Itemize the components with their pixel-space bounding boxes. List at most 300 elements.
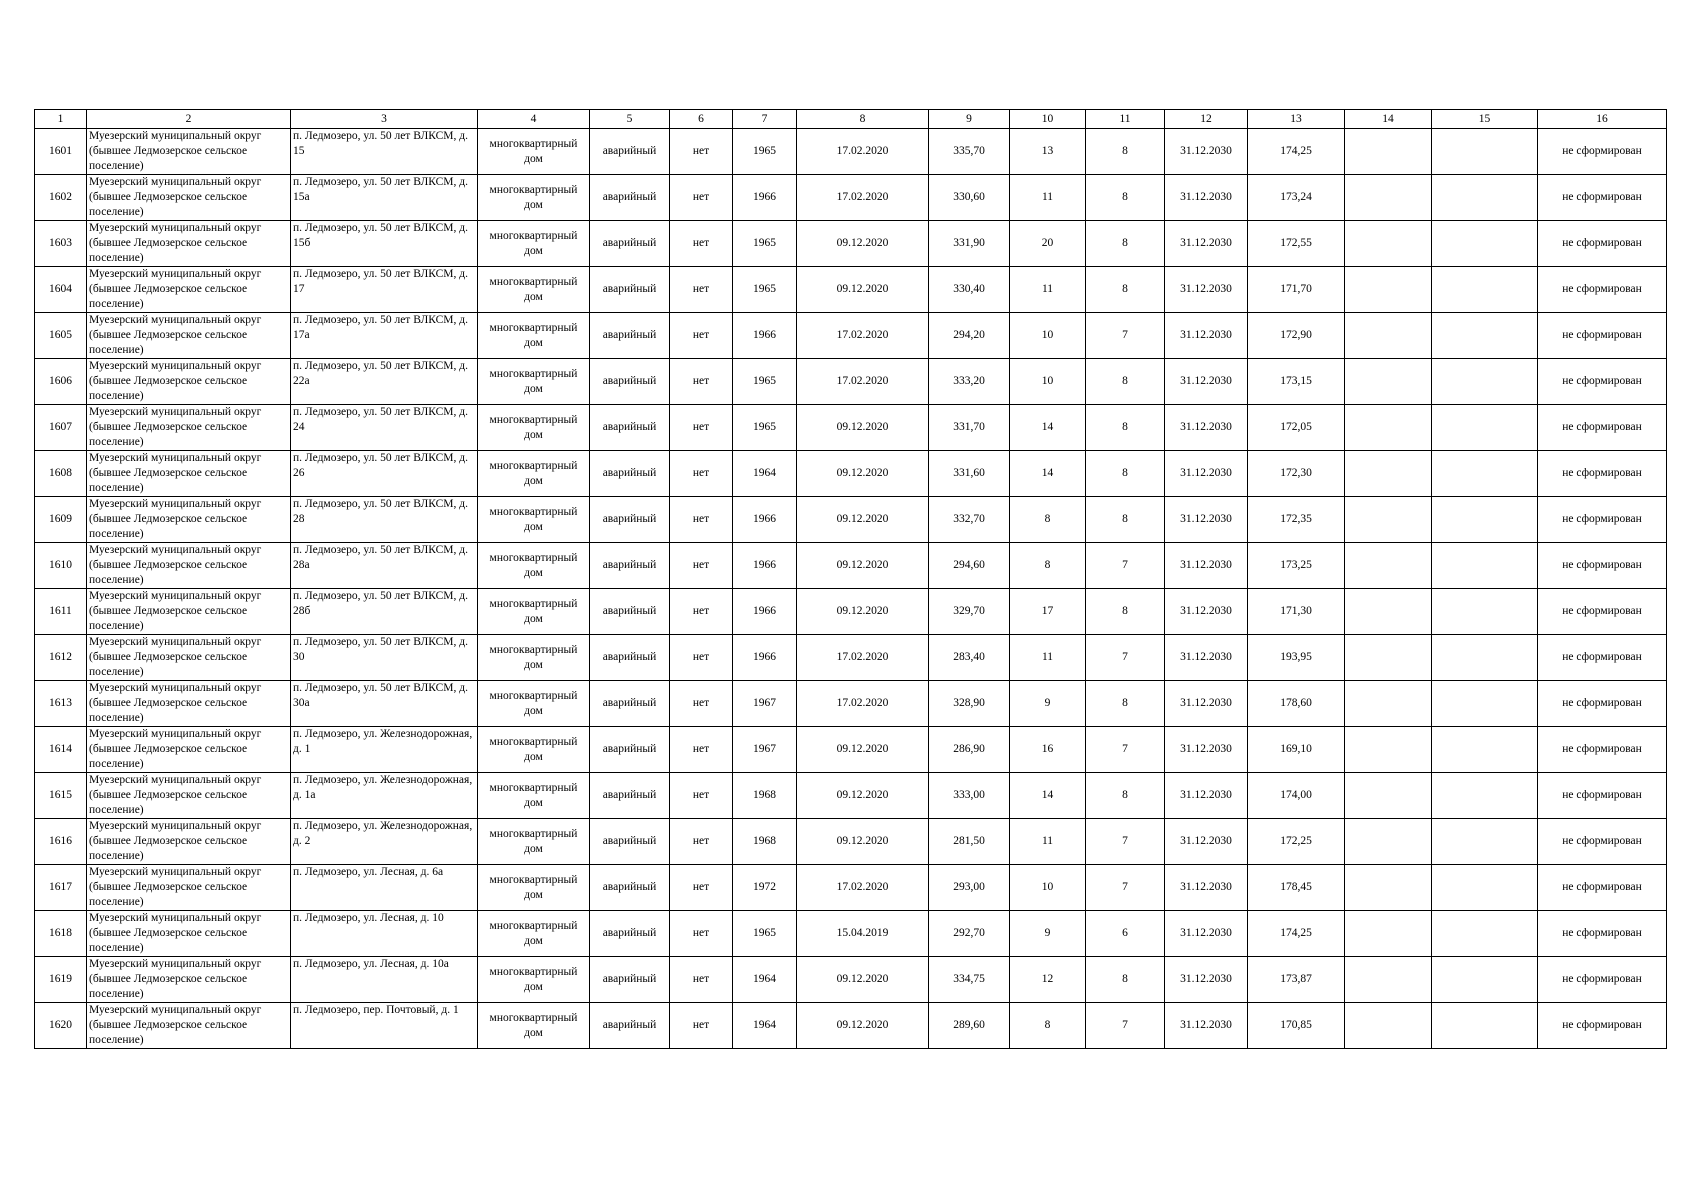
address-cell: п. Ледмозеро, ул. Железнодорожная, д. 1а (291, 773, 478, 819)
apartments-count-cell: 8 (1086, 175, 1165, 221)
construction-year-cell: 1965 (733, 359, 797, 405)
condition-cell: аварийный (590, 1003, 670, 1049)
reserved-flag-cell: нет (670, 957, 733, 1003)
reserved-flag-cell: нет (670, 313, 733, 359)
construction-year-cell: 1966 (733, 589, 797, 635)
residents-count-cell: 14 (1010, 405, 1086, 451)
total-area-cell: 289,60 (929, 1003, 1010, 1049)
total-area-cell: 292,70 (929, 911, 1010, 957)
total-area-cell: 294,20 (929, 313, 1010, 359)
table-row (35, 589, 1667, 635)
residents-count-cell: 12 (1010, 957, 1086, 1003)
column-14-cell (1345, 313, 1432, 359)
address-cell: п. Ледмозеро, ул. 50 лет ВЛКСМ, д. 15 (291, 129, 478, 175)
table-row (35, 727, 1667, 773)
residents-count-cell: 14 (1010, 773, 1086, 819)
municipality-cell: Муезерский муниципальный округ (бывшее Ледмозерское сельское поселение) (87, 957, 291, 1003)
column-15-cell (1432, 911, 1538, 957)
area-value-cell: 172,25 (1248, 819, 1345, 865)
reserved-flag-cell: нет (670, 911, 733, 957)
resettlement-deadline-cell: 31.12.2030 (1165, 497, 1248, 543)
construction-year-cell: 1966 (733, 543, 797, 589)
area-value-cell: 169,10 (1248, 727, 1345, 773)
condition-cell: аварийный (590, 313, 670, 359)
status-cell: не сформирован (1538, 497, 1667, 543)
recognition-date-cell: 09.12.2020 (797, 405, 929, 451)
condition-cell: аварийный (590, 635, 670, 681)
column-15-cell (1432, 405, 1538, 451)
resettlement-deadline-cell: 31.12.2030 (1165, 313, 1248, 359)
table-row (35, 129, 1667, 175)
apartments-count-cell: 8 (1086, 497, 1165, 543)
status-cell: не сформирован (1538, 405, 1667, 451)
condition-cell: аварийный (590, 175, 670, 221)
reserved-flag-cell: нет (670, 359, 733, 405)
address-cell: п. Ледмозеро, ул. Железнодорожная, д. 1 (291, 727, 478, 773)
total-area-cell: 331,90 (929, 221, 1010, 267)
status-cell: не сформирован (1538, 819, 1667, 865)
resettlement-deadline-cell: 31.12.2030 (1165, 543, 1248, 589)
status-cell: не сформирован (1538, 957, 1667, 1003)
column-header-10: 10 (1010, 110, 1086, 129)
column-15-cell (1432, 313, 1538, 359)
column-14-cell (1345, 681, 1432, 727)
row-number-cell: 1606 (35, 359, 87, 405)
apartments-count-cell: 7 (1086, 819, 1165, 865)
construction-year-cell: 1965 (733, 267, 797, 313)
condition-cell: аварийный (590, 129, 670, 175)
apartments-count-cell: 6 (1086, 911, 1165, 957)
area-value-cell: 174,00 (1248, 773, 1345, 819)
total-area-cell: 333,20 (929, 359, 1010, 405)
building-type-cell: многоквартирный дом (478, 819, 590, 865)
reserved-flag-cell: нет (670, 727, 733, 773)
status-cell: не сформирован (1538, 589, 1667, 635)
area-value-cell: 172,35 (1248, 497, 1345, 543)
table-row (35, 865, 1667, 911)
column-header-5: 5 (590, 110, 670, 129)
column-15-cell (1432, 267, 1538, 313)
recognition-date-cell: 09.12.2020 (797, 1003, 929, 1049)
apartments-count-cell: 7 (1086, 543, 1165, 589)
recognition-date-cell: 15.04.2019 (797, 911, 929, 957)
residents-count-cell: 16 (1010, 727, 1086, 773)
status-cell: не сформирован (1538, 727, 1667, 773)
total-area-cell: 294,60 (929, 543, 1010, 589)
column-15-cell (1432, 773, 1538, 819)
condition-cell: аварийный (590, 865, 670, 911)
condition-cell: аварийный (590, 589, 670, 635)
construction-year-cell: 1965 (733, 911, 797, 957)
recognition-date-cell: 17.02.2020 (797, 359, 929, 405)
residents-count-cell: 9 (1010, 681, 1086, 727)
column-15-cell (1432, 129, 1538, 175)
construction-year-cell: 1966 (733, 313, 797, 359)
column-header-4: 4 (478, 110, 590, 129)
column-15-cell (1432, 221, 1538, 267)
address-cell: п. Ледмозеро, ул. 50 лет ВЛКСМ, д. 26 (291, 451, 478, 497)
status-cell: не сформирован (1538, 221, 1667, 267)
construction-year-cell: 1964 (733, 451, 797, 497)
area-value-cell: 173,15 (1248, 359, 1345, 405)
total-area-cell: 333,00 (929, 773, 1010, 819)
building-type-cell: многоквартирный дом (478, 1003, 590, 1049)
building-type-cell: многоквартирный дом (478, 267, 590, 313)
column-14-cell (1345, 451, 1432, 497)
building-type-cell: многоквартирный дом (478, 175, 590, 221)
column-15-cell (1432, 543, 1538, 589)
building-type-cell: многоквартирный дом (478, 957, 590, 1003)
status-cell: не сформирован (1538, 313, 1667, 359)
condition-cell: аварийный (590, 819, 670, 865)
table-row (35, 405, 1667, 451)
municipality-cell: Муезерский муниципальный округ (бывшее Ледмозерское сельское поселение) (87, 727, 291, 773)
column-15-cell (1432, 1003, 1538, 1049)
column-14-cell (1345, 175, 1432, 221)
status-cell: не сформирован (1538, 773, 1667, 819)
column-14-cell (1345, 727, 1432, 773)
building-type-cell: многоквартирный дом (478, 681, 590, 727)
residents-count-cell: 11 (1010, 819, 1086, 865)
table-row (35, 819, 1667, 865)
row-number-cell: 1618 (35, 911, 87, 957)
residents-count-cell: 11 (1010, 175, 1086, 221)
column-14-cell (1345, 957, 1432, 1003)
resettlement-deadline-cell: 31.12.2030 (1165, 773, 1248, 819)
apartments-count-cell: 7 (1086, 1003, 1165, 1049)
address-cell: п. Ледмозеро, ул. 50 лет ВЛКСМ, д. 15а (291, 175, 478, 221)
construction-year-cell: 1967 (733, 681, 797, 727)
apartments-count-cell: 7 (1086, 635, 1165, 681)
row-number-cell: 1602 (35, 175, 87, 221)
building-type-cell: многоквартирный дом (478, 543, 590, 589)
column-header-2: 2 (87, 110, 291, 129)
column-15-cell (1432, 819, 1538, 865)
construction-year-cell: 1966 (733, 635, 797, 681)
resettlement-deadline-cell: 31.12.2030 (1165, 451, 1248, 497)
address-cell: п. Ледмозеро, ул. 50 лет ВЛКСМ, д. 28 (291, 497, 478, 543)
residents-count-cell: 20 (1010, 221, 1086, 267)
building-type-cell: многоквартирный дом (478, 313, 590, 359)
address-cell: п. Ледмозеро, ул. 50 лет ВЛКСМ, д. 28б (291, 589, 478, 635)
recognition-date-cell: 17.02.2020 (797, 635, 929, 681)
status-cell: не сформирован (1538, 267, 1667, 313)
column-15-cell (1432, 359, 1538, 405)
construction-year-cell: 1966 (733, 497, 797, 543)
recognition-date-cell: 17.02.2020 (797, 681, 929, 727)
column-header-9: 9 (929, 110, 1010, 129)
status-cell: не сформирован (1538, 635, 1667, 681)
total-area-cell: 283,40 (929, 635, 1010, 681)
column-header-7: 7 (733, 110, 797, 129)
table-row (35, 635, 1667, 681)
total-area-cell: 293,00 (929, 865, 1010, 911)
address-cell: п. Ледмозеро, ул. Лесная, д. 10 (291, 911, 478, 957)
reserved-flag-cell: нет (670, 543, 733, 589)
row-number-cell: 1614 (35, 727, 87, 773)
municipality-cell: Муезерский муниципальный округ (бывшее Ледмозерское сельское поселение) (87, 175, 291, 221)
resettlement-deadline-cell: 31.12.2030 (1165, 359, 1248, 405)
column-14-cell (1345, 129, 1432, 175)
condition-cell: аварийный (590, 727, 670, 773)
residents-count-cell: 8 (1010, 1003, 1086, 1049)
status-cell: не сформирован (1538, 543, 1667, 589)
row-number-cell: 1611 (35, 589, 87, 635)
column-header-13: 13 (1248, 110, 1345, 129)
condition-cell: аварийный (590, 497, 670, 543)
column-15-cell (1432, 589, 1538, 635)
condition-cell: аварийный (590, 405, 670, 451)
table-row (35, 681, 1667, 727)
area-value-cell: 174,25 (1248, 129, 1345, 175)
row-number-cell: 1617 (35, 865, 87, 911)
construction-year-cell: 1964 (733, 1003, 797, 1049)
total-area-cell: 328,90 (929, 681, 1010, 727)
residents-count-cell: 11 (1010, 267, 1086, 313)
total-area-cell: 334,75 (929, 957, 1010, 1003)
resettlement-deadline-cell: 31.12.2030 (1165, 267, 1248, 313)
column-header-11: 11 (1086, 110, 1165, 129)
column-14-cell (1345, 589, 1432, 635)
table-row (35, 543, 1667, 589)
address-cell: п. Ледмозеро, пер. Почтовый, д. 1 (291, 1003, 478, 1049)
column-header-6: 6 (670, 110, 733, 129)
column-14-cell (1345, 865, 1432, 911)
resettlement-deadline-cell: 31.12.2030 (1165, 221, 1248, 267)
recognition-date-cell: 17.02.2020 (797, 313, 929, 359)
reserved-flag-cell: нет (670, 865, 733, 911)
column-header-3: 3 (291, 110, 478, 129)
column-15-cell (1432, 451, 1538, 497)
construction-year-cell: 1967 (733, 727, 797, 773)
table-body (35, 129, 1667, 1049)
table-row (35, 175, 1667, 221)
total-area-cell: 286,90 (929, 727, 1010, 773)
address-cell: п. Ледмозеро, ул. 50 лет ВЛКСМ, д. 15б (291, 221, 478, 267)
column-14-cell (1345, 773, 1432, 819)
area-value-cell: 178,60 (1248, 681, 1345, 727)
reserved-flag-cell: нет (670, 497, 733, 543)
status-cell: не сформирован (1538, 1003, 1667, 1049)
apartments-count-cell: 8 (1086, 405, 1165, 451)
reserved-flag-cell: нет (670, 267, 733, 313)
table-row (35, 313, 1667, 359)
municipality-cell: Муезерский муниципальный округ (бывшее Ледмозерское сельское поселение) (87, 1003, 291, 1049)
area-value-cell: 173,87 (1248, 957, 1345, 1003)
reserved-flag-cell: нет (670, 175, 733, 221)
residents-count-cell: 10 (1010, 313, 1086, 359)
residents-count-cell: 9 (1010, 911, 1086, 957)
recognition-date-cell: 09.12.2020 (797, 773, 929, 819)
building-type-cell: многоквартирный дом (478, 221, 590, 267)
area-value-cell: 172,55 (1248, 221, 1345, 267)
building-type-cell: многоквартирный дом (478, 773, 590, 819)
apartments-count-cell: 7 (1086, 865, 1165, 911)
row-number-cell: 1605 (35, 313, 87, 359)
total-area-cell: 331,60 (929, 451, 1010, 497)
row-number-cell: 1613 (35, 681, 87, 727)
column-header-14: 14 (1345, 110, 1432, 129)
area-value-cell: 173,25 (1248, 543, 1345, 589)
column-15-cell (1432, 865, 1538, 911)
construction-year-cell: 1972 (733, 865, 797, 911)
table-header (35, 110, 1667, 129)
area-value-cell: 173,24 (1248, 175, 1345, 221)
apartments-count-cell: 8 (1086, 773, 1165, 819)
area-value-cell: 171,70 (1248, 267, 1345, 313)
residents-count-cell: 8 (1010, 543, 1086, 589)
municipality-cell: Муезерский муниципальный округ (бывшее Ледмозерское сельское поселение) (87, 129, 291, 175)
address-cell: п. Ледмозеро, ул. 50 лет ВЛКСМ, д. 22а (291, 359, 478, 405)
table-row (35, 451, 1667, 497)
municipality-cell: Муезерский муниципальный округ (бывшее Ледмозерское сельское поселение) (87, 681, 291, 727)
building-type-cell: многоквартирный дом (478, 589, 590, 635)
column-15-cell (1432, 681, 1538, 727)
reserved-flag-cell: нет (670, 451, 733, 497)
apartments-count-cell: 8 (1086, 589, 1165, 635)
municipality-cell: Муезерский муниципальный округ (бывшее Ледмозерское сельское поселение) (87, 635, 291, 681)
construction-year-cell: 1966 (733, 175, 797, 221)
header-row (35, 110, 1667, 129)
column-14-cell (1345, 359, 1432, 405)
row-number-cell: 1603 (35, 221, 87, 267)
municipality-cell: Муезерский муниципальный округ (бывшее Ледмозерское сельское поселение) (87, 221, 291, 267)
municipality-cell: Муезерский муниципальный округ (бывшее Ледмозерское сельское поселение) (87, 773, 291, 819)
table-row (35, 773, 1667, 819)
area-value-cell: 193,95 (1248, 635, 1345, 681)
column-15-cell (1432, 957, 1538, 1003)
resettlement-deadline-cell: 31.12.2030 (1165, 175, 1248, 221)
column-header-8: 8 (797, 110, 929, 129)
column-15-cell (1432, 497, 1538, 543)
resettlement-deadline-cell: 31.12.2030 (1165, 727, 1248, 773)
column-14-cell (1345, 221, 1432, 267)
municipality-cell: Муезерский муниципальный округ (бывшее Ледмозерское сельское поселение) (87, 451, 291, 497)
resettlement-deadline-cell: 31.12.2030 (1165, 589, 1248, 635)
column-14-cell (1345, 635, 1432, 681)
residents-count-cell: 8 (1010, 497, 1086, 543)
total-area-cell: 330,60 (929, 175, 1010, 221)
area-value-cell: 170,85 (1248, 1003, 1345, 1049)
residents-count-cell: 17 (1010, 589, 1086, 635)
reserved-flag-cell: нет (670, 1003, 733, 1049)
table-row (35, 221, 1667, 267)
apartments-count-cell: 8 (1086, 451, 1165, 497)
column-14-cell (1345, 1003, 1432, 1049)
address-cell: п. Ледмозеро, ул. Лесная, д. 6а (291, 865, 478, 911)
total-area-cell: 335,70 (929, 129, 1010, 175)
municipality-cell: Муезерский муниципальный округ (бывшее Ледмозерское сельское поселение) (87, 313, 291, 359)
municipality-cell: Муезерский муниципальный округ (бывшее Ледмозерское сельское поселение) (87, 819, 291, 865)
recognition-date-cell: 09.12.2020 (797, 497, 929, 543)
municipality-cell: Муезерский муниципальный округ (бывшее Ледмозерское сельское поселение) (87, 405, 291, 451)
recognition-date-cell: 17.02.2020 (797, 129, 929, 175)
condition-cell: аварийный (590, 267, 670, 313)
status-cell: не сформирован (1538, 865, 1667, 911)
column-header-1: 1 (35, 110, 87, 129)
resettlement-deadline-cell: 31.12.2030 (1165, 635, 1248, 681)
construction-year-cell: 1968 (733, 819, 797, 865)
recognition-date-cell: 17.02.2020 (797, 175, 929, 221)
building-type-cell: многоквартирный дом (478, 635, 590, 681)
address-cell: п. Ледмозеро, ул. 50 лет ВЛКСМ, д. 30 (291, 635, 478, 681)
condition-cell: аварийный (590, 359, 670, 405)
area-value-cell: 172,05 (1248, 405, 1345, 451)
row-number-cell: 1601 (35, 129, 87, 175)
area-value-cell: 171,30 (1248, 589, 1345, 635)
residents-count-cell: 13 (1010, 129, 1086, 175)
column-header-15: 15 (1432, 110, 1538, 129)
condition-cell: аварийный (590, 221, 670, 267)
row-number-cell: 1620 (35, 1003, 87, 1049)
building-type-cell: многоквартирный дом (478, 129, 590, 175)
recognition-date-cell: 09.12.2020 (797, 451, 929, 497)
recognition-date-cell: 09.12.2020 (797, 543, 929, 589)
resettlement-deadline-cell: 31.12.2030 (1165, 865, 1248, 911)
table-row (35, 359, 1667, 405)
resettlement-deadline-cell: 31.12.2030 (1165, 681, 1248, 727)
building-type-cell: многоквартирный дом (478, 451, 590, 497)
apartments-count-cell: 8 (1086, 957, 1165, 1003)
address-cell: п. Ледмозеро, ул. Лесная, д. 10а (291, 957, 478, 1003)
apartments-count-cell: 7 (1086, 313, 1165, 359)
column-header-12: 12 (1165, 110, 1248, 129)
column-15-cell (1432, 635, 1538, 681)
reserved-flag-cell: нет (670, 405, 733, 451)
resettlement-deadline-cell: 31.12.2030 (1165, 957, 1248, 1003)
column-15-cell (1432, 727, 1538, 773)
resettlement-deadline-cell: 31.12.2030 (1165, 819, 1248, 865)
municipality-cell: Муезерский муниципальный округ (бывшее Ледмозерское сельское поселение) (87, 497, 291, 543)
total-area-cell: 330,40 (929, 267, 1010, 313)
condition-cell: аварийный (590, 543, 670, 589)
residents-count-cell: 14 (1010, 451, 1086, 497)
address-cell: п. Ледмозеро, ул. 50 лет ВЛКСМ, д. 28а (291, 543, 478, 589)
address-cell: п. Ледмозеро, ул. 50 лет ВЛКСМ, д. 17 (291, 267, 478, 313)
building-type-cell: многоквартирный дом (478, 911, 590, 957)
total-area-cell: 281,50 (929, 819, 1010, 865)
apartments-count-cell: 8 (1086, 221, 1165, 267)
status-cell: не сформирован (1538, 175, 1667, 221)
building-type-cell: многоквартирный дом (478, 727, 590, 773)
table-row (35, 957, 1667, 1003)
address-cell: п. Ледмозеро, ул. 50 лет ВЛКСМ, д. 24 (291, 405, 478, 451)
construction-year-cell: 1965 (733, 221, 797, 267)
row-number-cell: 1609 (35, 497, 87, 543)
resettlement-deadline-cell: 31.12.2030 (1165, 911, 1248, 957)
column-14-cell (1345, 911, 1432, 957)
column-15-cell (1432, 175, 1538, 221)
table-row (35, 1003, 1667, 1049)
status-cell: не сформирован (1538, 129, 1667, 175)
status-cell: не сформирован (1538, 359, 1667, 405)
building-type-cell: многоквартирный дом (478, 405, 590, 451)
area-value-cell: 172,30 (1248, 451, 1345, 497)
column-14-cell (1345, 267, 1432, 313)
resettlement-deadline-cell: 31.12.2030 (1165, 405, 1248, 451)
condition-cell: аварийный (590, 681, 670, 727)
area-value-cell: 178,45 (1248, 865, 1345, 911)
column-header-16: 16 (1538, 110, 1667, 129)
residents-count-cell: 11 (1010, 635, 1086, 681)
column-14-cell (1345, 543, 1432, 589)
column-14-cell (1345, 405, 1432, 451)
address-cell: п. Ледмозеро, ул. 50 лет ВЛКСМ, д. 17а (291, 313, 478, 359)
total-area-cell: 331,70 (929, 405, 1010, 451)
municipality-cell: Муезерский муниципальный округ (бывшее Ледмозерское сельское поселение) (87, 267, 291, 313)
residents-count-cell: 10 (1010, 865, 1086, 911)
address-cell: п. Ледмозеро, ул. Железнодорожная, д. 2 (291, 819, 478, 865)
